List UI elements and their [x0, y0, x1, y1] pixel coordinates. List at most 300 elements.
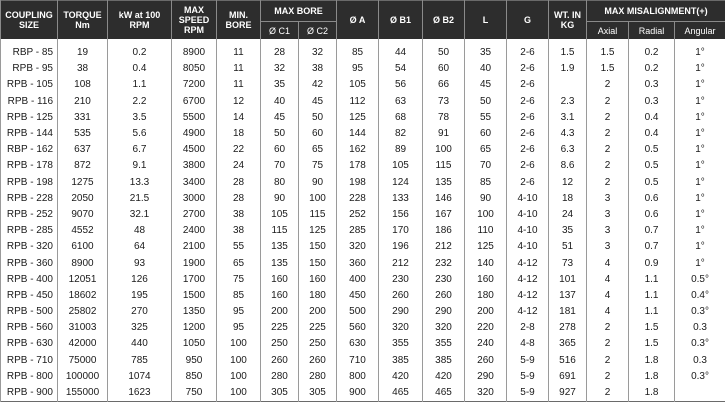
cell-c1: 28	[261, 39, 299, 61]
cell-max-speed: 5500	[172, 110, 217, 126]
cell-kw: 3.5	[108, 110, 172, 126]
cell-b2: 73	[423, 94, 465, 110]
cell-torque: 18602	[58, 288, 108, 304]
cell-b1: 420	[379, 369, 423, 385]
header-c1: Ø C1	[261, 22, 299, 40]
cell-g: 4-10	[507, 207, 549, 223]
cell-axial: 3	[587, 191, 629, 207]
cell-radial: 0.3	[629, 77, 675, 93]
cell-axial: 4	[587, 272, 629, 288]
cell-c1: 115	[261, 223, 299, 239]
cell-wt: 51	[549, 239, 587, 255]
header-max-bore: MAX BORE	[261, 1, 337, 22]
cell-angular: 1°	[675, 110, 725, 126]
cell-max-speed: 8050	[172, 61, 217, 77]
cell-b1: 156	[379, 207, 423, 223]
cell-c2: 200	[299, 304, 337, 320]
cell-wt: 2.3	[549, 94, 587, 110]
cell-g: 5-9	[507, 369, 549, 385]
cell-min-bore: 18	[217, 126, 261, 142]
header-g: G	[507, 1, 549, 40]
cell-c2: 100	[299, 191, 337, 207]
cell-min-bore: 100	[217, 336, 261, 352]
table-row	[1, 369, 725, 385]
table-row	[1, 239, 725, 255]
header-angular: Angular	[675, 22, 725, 40]
cell-angular: 0.3°	[675, 304, 725, 320]
cell-c2: 180	[299, 288, 337, 304]
cell-torque: 12051	[58, 272, 108, 288]
cell-torque: 100000	[58, 369, 108, 385]
cell-wt: 101	[549, 272, 587, 288]
cell-c1: 160	[261, 288, 299, 304]
cell-kw: 5.6	[108, 126, 172, 142]
cell-b2: 115	[423, 158, 465, 174]
cell-angular: 1°	[675, 94, 725, 110]
cell-min-bore: 55	[217, 239, 261, 255]
cell-axial: 3	[587, 207, 629, 223]
cell-max-speed: 7200	[172, 77, 217, 93]
cell-a: 450	[337, 288, 379, 304]
cell-g: 4-8	[507, 336, 549, 352]
cell-angular: 1°	[675, 207, 725, 223]
cell-torque: 210	[58, 94, 108, 110]
cell-max-speed: 1900	[172, 255, 217, 271]
cell-angular: 0.3	[675, 353, 725, 369]
cell-axial: 2	[587, 94, 629, 110]
cell-b2: 135	[423, 175, 465, 191]
cell-g: 2-6	[507, 94, 549, 110]
cell-c2: 38	[299, 61, 337, 77]
cell-wt: 4.3	[549, 126, 587, 142]
cell-torque: 19	[58, 39, 108, 61]
cell-min-bore: 65	[217, 255, 261, 271]
cell-b1: 260	[379, 288, 423, 304]
cell-b2: 91	[423, 126, 465, 142]
cell-b1: 82	[379, 126, 423, 142]
cell-wt: 137	[549, 288, 587, 304]
table-row	[1, 288, 725, 304]
table-header	[1, 1, 725, 40]
table-row	[1, 353, 725, 369]
cell-max-speed: 950	[172, 353, 217, 369]
cell-max-speed: 2100	[172, 239, 217, 255]
cell-l: 160	[465, 272, 507, 288]
cell-radial: 1.5	[629, 320, 675, 336]
cell-b1: 385	[379, 353, 423, 369]
cell-min-bore: 38	[217, 223, 261, 239]
cell-c1: 40	[261, 94, 299, 110]
cell-max-speed: 3000	[172, 191, 217, 207]
cell-axial: 2	[587, 353, 629, 369]
cell-l: 70	[465, 158, 507, 174]
cell-model: RPB - 285	[1, 223, 58, 239]
table-row	[1, 126, 725, 142]
header-axial: Axial	[587, 22, 629, 40]
cell-g: 4-10	[507, 223, 549, 239]
cell-c1: 160	[261, 272, 299, 288]
cell-wt: 12	[549, 175, 587, 191]
cell-g: 2-6	[507, 142, 549, 158]
cell-wt: 927	[549, 385, 587, 402]
cell-c1: 280	[261, 369, 299, 385]
cell-c1: 70	[261, 158, 299, 174]
cell-axial: 2	[587, 369, 629, 385]
cell-angular: 0.3°	[675, 336, 725, 352]
header-wt: WT. IN KG	[549, 1, 587, 40]
cell-min-bore: 100	[217, 353, 261, 369]
table-row	[1, 142, 725, 158]
cell-a: 560	[337, 320, 379, 336]
cell-torque: 75000	[58, 353, 108, 369]
cell-wt: 516	[549, 353, 587, 369]
cell-b2: 167	[423, 207, 465, 223]
cell-l: 220	[465, 320, 507, 336]
cell-g: 5-9	[507, 353, 549, 369]
cell-model: RPB - 252	[1, 207, 58, 223]
cell-torque: 108	[58, 77, 108, 93]
cell-axial: 4	[587, 288, 629, 304]
table-row	[1, 39, 725, 61]
cell-min-bore: 28	[217, 175, 261, 191]
cell-c2: 260	[299, 353, 337, 369]
cell-axial: 3	[587, 223, 629, 239]
cell-l: 240	[465, 336, 507, 352]
cell-l: 180	[465, 288, 507, 304]
cell-model: RPB - 144	[1, 126, 58, 142]
cell-torque: 155000	[58, 385, 108, 402]
cell-radial: 0.2	[629, 39, 675, 61]
cell-kw: 93	[108, 255, 172, 271]
cell-c1: 90	[261, 191, 299, 207]
cell-a: 710	[337, 353, 379, 369]
cell-axial: 4	[587, 255, 629, 271]
cell-a: 400	[337, 272, 379, 288]
cell-model: RPB - 400	[1, 272, 58, 288]
cell-b2: 355	[423, 336, 465, 352]
cell-wt: 35	[549, 223, 587, 239]
cell-c1: 225	[261, 320, 299, 336]
cell-axial: 3	[587, 239, 629, 255]
cell-min-bore: 12	[217, 94, 261, 110]
cell-c1: 32	[261, 61, 299, 77]
cell-a: 228	[337, 191, 379, 207]
cell-b2: 78	[423, 110, 465, 126]
cell-b1: 68	[379, 110, 423, 126]
cell-axial: 1.5	[587, 61, 629, 77]
cell-b1: 44	[379, 39, 423, 61]
cell-wt: 1.9	[549, 61, 587, 77]
cell-min-bore: 11	[217, 39, 261, 61]
cell-radial: 1.1	[629, 288, 675, 304]
cell-angular: 1°	[675, 126, 725, 142]
cell-max-speed: 2700	[172, 207, 217, 223]
cell-radial: 0.3	[629, 94, 675, 110]
cell-a: 162	[337, 142, 379, 158]
table-row	[1, 61, 725, 77]
cell-b2: 320	[423, 320, 465, 336]
cell-b1: 56	[379, 77, 423, 93]
cell-c2: 115	[299, 207, 337, 223]
cell-a: 105	[337, 77, 379, 93]
cell-model: RPB - 360	[1, 255, 58, 271]
cell-model: RPB - 900	[1, 385, 58, 402]
cell-c1: 250	[261, 336, 299, 352]
cell-model: RPB - 95	[1, 61, 58, 77]
cell-model: RPB - 125	[1, 110, 58, 126]
cell-l: 35	[465, 39, 507, 61]
header-max-speed: MAX SPEED RPM	[172, 1, 217, 40]
cell-b1: 63	[379, 94, 423, 110]
cell-angular: 1°	[675, 239, 725, 255]
cell-b1: 320	[379, 320, 423, 336]
cell-a: 900	[337, 385, 379, 402]
cell-c1: 35	[261, 77, 299, 93]
cell-min-bore: 85	[217, 288, 261, 304]
cell-max-speed: 1050	[172, 336, 217, 352]
cell-wt: 18	[549, 191, 587, 207]
cell-g: 2-6	[507, 61, 549, 77]
cell-torque: 637	[58, 142, 108, 158]
cell-a: 95	[337, 61, 379, 77]
cell-c2: 150	[299, 239, 337, 255]
header-coupling-size: COUPLING SIZE	[1, 1, 58, 40]
cell-g: 2-6	[507, 158, 549, 174]
header-kw: kW at 100 RPM	[108, 1, 172, 40]
cell-radial: 1.8	[629, 385, 675, 402]
cell-radial: 1.8	[629, 369, 675, 385]
cell-min-bore: 75	[217, 272, 261, 288]
cell-c2: 225	[299, 320, 337, 336]
cell-c1: 105	[261, 207, 299, 223]
cell-c2: 42	[299, 77, 337, 93]
cell-g: 2-6	[507, 126, 549, 142]
cell-g: 2-6	[507, 110, 549, 126]
cell-angular: 1°	[675, 39, 725, 61]
cell-c2: 45	[299, 94, 337, 110]
cell-kw: 6.7	[108, 142, 172, 158]
table-row	[1, 175, 725, 191]
cell-radial: 0.6	[629, 207, 675, 223]
cell-kw: 64	[108, 239, 172, 255]
cell-wt: 278	[549, 320, 587, 336]
cell-b2: 212	[423, 239, 465, 255]
cell-g: 4-12	[507, 304, 549, 320]
cell-b1: 54	[379, 61, 423, 77]
cell-a: 252	[337, 207, 379, 223]
table-row	[1, 272, 725, 288]
cell-b1: 465	[379, 385, 423, 402]
cell-axial: 2	[587, 320, 629, 336]
table-row	[1, 304, 725, 320]
cell-g: 2-6	[507, 175, 549, 191]
header-radial: Radial	[629, 22, 675, 40]
cell-g: 2-6	[507, 77, 549, 93]
cell-c2: 250	[299, 336, 337, 352]
cell-l: 140	[465, 255, 507, 271]
cell-c1: 260	[261, 353, 299, 369]
cell-angular: 0.4°	[675, 288, 725, 304]
cell-wt: 73	[549, 255, 587, 271]
cell-model: RPB - 560	[1, 320, 58, 336]
cell-radial: 0.5	[629, 175, 675, 191]
cell-min-bore: 38	[217, 207, 261, 223]
cell-wt: 24	[549, 207, 587, 223]
header-max-misalignment: MAX MISALIGNMENT(+)	[587, 1, 725, 22]
cell-radial: 1.1	[629, 272, 675, 288]
cell-wt: 691	[549, 369, 587, 385]
cell-max-speed: 3400	[172, 175, 217, 191]
cell-angular: 0.5°	[675, 272, 725, 288]
cell-angular: 1°	[675, 61, 725, 77]
cell-wt	[549, 77, 587, 93]
cell-wt: 181	[549, 304, 587, 320]
cell-torque: 4552	[58, 223, 108, 239]
cell-max-speed: 8900	[172, 39, 217, 61]
cell-angular	[675, 385, 725, 402]
cell-c2: 125	[299, 223, 337, 239]
table-row	[1, 94, 725, 110]
cell-g: 4-12	[507, 288, 549, 304]
cell-torque: 9070	[58, 207, 108, 223]
header-a: Ø A	[337, 1, 379, 40]
cell-min-bore: 24	[217, 158, 261, 174]
header-c2: Ø C2	[299, 22, 337, 40]
cell-b1: 196	[379, 239, 423, 255]
cell-max-speed: 6700	[172, 94, 217, 110]
cell-a: 320	[337, 239, 379, 255]
cell-l: 125	[465, 239, 507, 255]
cell-wt: 3.1	[549, 110, 587, 126]
cell-torque: 25802	[58, 304, 108, 320]
cell-kw: 9.1	[108, 158, 172, 174]
cell-radial: 1.1	[629, 304, 675, 320]
cell-radial: 0.6	[629, 191, 675, 207]
cell-a: 125	[337, 110, 379, 126]
cell-model: RPB - 500	[1, 304, 58, 320]
cell-b1: 124	[379, 175, 423, 191]
cell-a: 630	[337, 336, 379, 352]
cell-c2: 32	[299, 39, 337, 61]
table-row	[1, 385, 725, 402]
cell-radial: 0.7	[629, 223, 675, 239]
cell-radial: 0.5	[629, 142, 675, 158]
cell-b2: 385	[423, 353, 465, 369]
cell-torque: 2050	[58, 191, 108, 207]
cell-min-bore: 100	[217, 369, 261, 385]
cell-torque: 6100	[58, 239, 108, 255]
cell-kw: 126	[108, 272, 172, 288]
table-row	[1, 336, 725, 352]
cell-model: RPB - 450	[1, 288, 58, 304]
cell-torque: 8900	[58, 255, 108, 271]
cell-wt: 365	[549, 336, 587, 352]
cell-c2: 160	[299, 272, 337, 288]
cell-kw: 440	[108, 336, 172, 352]
cell-kw: 325	[108, 320, 172, 336]
cell-radial: 0.2	[629, 61, 675, 77]
cell-torque: 535	[58, 126, 108, 142]
cell-b1: 89	[379, 142, 423, 158]
cell-a: 112	[337, 94, 379, 110]
cell-c1: 305	[261, 385, 299, 402]
cell-min-bore: 11	[217, 61, 261, 77]
cell-c2: 90	[299, 175, 337, 191]
table-row	[1, 320, 725, 336]
cell-c2: 150	[299, 255, 337, 271]
cell-b2: 186	[423, 223, 465, 239]
cell-c1: 200	[261, 304, 299, 320]
cell-l: 45	[465, 77, 507, 93]
cell-wt: 1.5	[549, 39, 587, 61]
cell-model: RBP - 162	[1, 142, 58, 158]
cell-c1: 135	[261, 255, 299, 271]
cell-angular: 1°	[675, 175, 725, 191]
cell-kw: 21.5	[108, 191, 172, 207]
cell-b2: 465	[423, 385, 465, 402]
table-row	[1, 77, 725, 93]
cell-wt: 6.3	[549, 142, 587, 158]
cell-angular: 1°	[675, 158, 725, 174]
cell-max-speed: 4900	[172, 126, 217, 142]
cell-torque: 872	[58, 158, 108, 174]
cell-model: RPB - 320	[1, 239, 58, 255]
cell-model: RPB - 228	[1, 191, 58, 207]
cell-model: RPB - 116	[1, 94, 58, 110]
cell-model: RPB - 198	[1, 175, 58, 191]
cell-angular: 1°	[675, 77, 725, 93]
cell-l: 55	[465, 110, 507, 126]
table-body	[1, 39, 725, 402]
cell-axial: 2	[587, 336, 629, 352]
cell-min-bore: 11	[217, 77, 261, 93]
cell-l: 290	[465, 369, 507, 385]
cell-axial: 2	[587, 142, 629, 158]
cell-model: RPB - 800	[1, 369, 58, 385]
cell-model: RPB - 630	[1, 336, 58, 352]
cell-l: 90	[465, 191, 507, 207]
cell-c1: 60	[261, 142, 299, 158]
cell-angular: 1°	[675, 255, 725, 271]
cell-l: 65	[465, 142, 507, 158]
cell-kw: 0.2	[108, 39, 172, 61]
cell-max-speed: 750	[172, 385, 217, 402]
table-row	[1, 223, 725, 239]
cell-a: 285	[337, 223, 379, 239]
header-b1: Ø B1	[379, 1, 423, 40]
cell-kw: 0.4	[108, 61, 172, 77]
cell-axial: 2	[587, 77, 629, 93]
cell-angular: 0.3°	[675, 369, 725, 385]
cell-min-bore: 28	[217, 191, 261, 207]
cell-c2: 305	[299, 385, 337, 402]
cell-g: 2-8	[507, 320, 549, 336]
table-row	[1, 255, 725, 271]
cell-l: 60	[465, 126, 507, 142]
cell-b2: 146	[423, 191, 465, 207]
cell-model: RPB - 178	[1, 158, 58, 174]
cell-axial: 2	[587, 126, 629, 142]
cell-kw: 13.3	[108, 175, 172, 191]
cell-min-bore: 100	[217, 385, 261, 402]
cell-torque: 331	[58, 110, 108, 126]
cell-radial: 0.7	[629, 239, 675, 255]
cell-g: 4-10	[507, 191, 549, 207]
cell-kw: 195	[108, 288, 172, 304]
header-min-bore: MIN. BORE	[217, 1, 261, 40]
cell-b2: 100	[423, 142, 465, 158]
table-row	[1, 207, 725, 223]
